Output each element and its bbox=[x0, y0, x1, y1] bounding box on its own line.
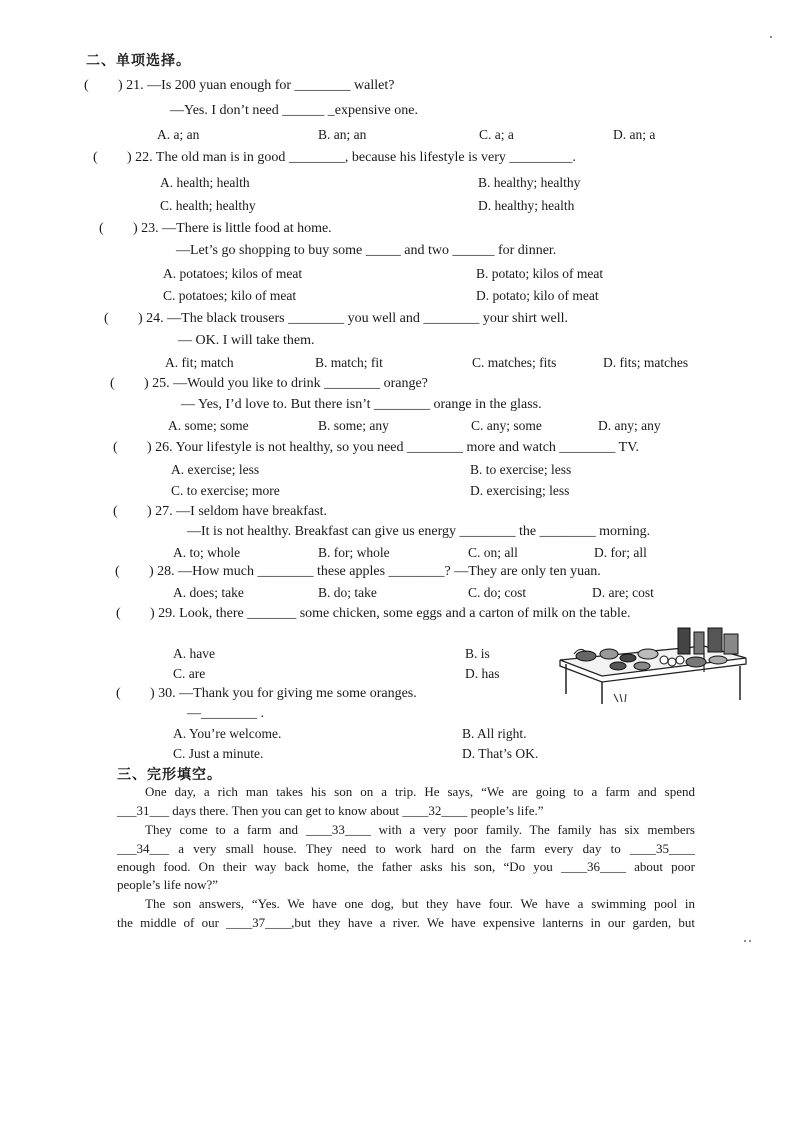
option-b: B. is bbox=[465, 646, 490, 661]
answer-paren-open: ( bbox=[115, 564, 120, 579]
option-d: D. for; all bbox=[594, 545, 647, 560]
answer-paren-close: ) bbox=[138, 311, 143, 326]
option-d: D. any; any bbox=[598, 418, 661, 433]
question-28 bbox=[115, 564, 601, 580]
question-25-line2: — Yes, I’d love to. But there isn’t ________ orange in the glass. bbox=[181, 397, 542, 412]
box-icon bbox=[724, 634, 738, 654]
answer-paren-close: ) bbox=[144, 376, 149, 391]
option-c: C. health; healthy bbox=[160, 198, 256, 213]
option-a: A. a; an bbox=[157, 127, 200, 142]
option-c: C. to exercise; more bbox=[171, 483, 280, 498]
option-b: B. for; whole bbox=[318, 545, 390, 560]
option-d: D. exercising; less bbox=[470, 483, 570, 498]
option-a: A. exercise; less bbox=[171, 462, 260, 477]
answer-paren-open: ( bbox=[93, 150, 98, 165]
option-b: B. some; any bbox=[318, 418, 389, 433]
food-icon bbox=[686, 657, 706, 667]
option-c: C. matches; fits bbox=[472, 355, 557, 370]
answer-paren-open: ( bbox=[110, 376, 115, 391]
option-b: B. to exercise; less bbox=[470, 462, 572, 477]
question-27 bbox=[113, 504, 327, 520]
food-icon bbox=[610, 662, 626, 670]
scan-speck bbox=[744, 940, 746, 942]
option-a: A. fit; match bbox=[165, 355, 234, 370]
food-icon bbox=[638, 649, 658, 659]
option-d: D. healthy; health bbox=[478, 198, 575, 213]
question-24-line2: — OK. I will take them. bbox=[178, 333, 315, 348]
option-c: C. Just a minute. bbox=[173, 746, 264, 761]
question-21 bbox=[84, 78, 394, 94]
option-b: B. an; an bbox=[318, 127, 367, 142]
option-a: A. some; some bbox=[168, 418, 249, 433]
egg-icon bbox=[660, 656, 668, 664]
question-text: —Is 200 yuan enough for ________ wallet? bbox=[147, 78, 395, 93]
question-text: —The black trousers ________ you well and ________ your shirt well. bbox=[167, 311, 569, 326]
answer-paren-close: ) bbox=[118, 78, 123, 93]
option-d: D. an; a bbox=[613, 127, 656, 142]
cloze-line: They come to a farm and ____33____ with a very poor family. The family has six members bbox=[145, 822, 695, 837]
food-icon bbox=[634, 662, 650, 670]
question-26 bbox=[113, 440, 639, 456]
question-text: —How much ________ these apples ________? —They are only ten yuan. bbox=[178, 564, 601, 579]
food-icon bbox=[620, 654, 636, 662]
option-c: C. on; all bbox=[468, 545, 518, 560]
question-number: 22. bbox=[135, 150, 153, 165]
question-text: —Would you like to drink ________ orange? bbox=[173, 376, 428, 391]
scan-speck bbox=[749, 940, 751, 942]
cloze-line: enough food. On their way back home, the father asks his son, “Do you ____36____ about poor bbox=[117, 859, 695, 874]
question-30-line2: —________ . bbox=[187, 706, 264, 721]
cloze-line: The son answers, “Yes. We have one dog, but they have four. We have a swimming pool in bbox=[145, 896, 695, 911]
section-title-choice: 二、单项选择。 bbox=[86, 53, 191, 69]
option-d: D. That’s OK. bbox=[462, 746, 539, 761]
option-b: B. match; fit bbox=[315, 355, 383, 370]
option-d: D. has bbox=[465, 666, 500, 681]
cloze-line: ___31___ days there. Then you can get to know about ____32____ people’s life.” bbox=[117, 803, 544, 818]
option-c: C. any; some bbox=[471, 418, 542, 433]
question-number: 27. bbox=[155, 504, 173, 519]
option-b: B. healthy; healthy bbox=[478, 175, 581, 190]
question-number: 26. bbox=[155, 440, 173, 455]
food-table-illustration bbox=[554, 624, 750, 706]
cloze-line: One day, a rich man takes his son on a trip. He says, “We are going to a farm and spend bbox=[145, 784, 695, 799]
answer-paren-open: ( bbox=[113, 440, 118, 455]
option-b: B. All right. bbox=[462, 726, 527, 741]
question-29 bbox=[116, 606, 631, 622]
answer-paren-close: ) bbox=[150, 606, 155, 621]
question-text: —I seldom have breakfast. bbox=[176, 504, 328, 519]
question-text: Look, there _______ some chicken, some eggs and a carton of milk on the table. bbox=[179, 606, 631, 621]
option-b: B. potato; kilos of meat bbox=[476, 266, 604, 281]
question-27-line2: —It is not healthy. Breakfast can give us energy ________ the ________ morning. bbox=[187, 524, 651, 539]
answer-paren-close: ) bbox=[133, 221, 138, 236]
question-number: 23. bbox=[141, 221, 159, 236]
answer-paren-close: ) bbox=[149, 564, 154, 579]
option-b: B. do; take bbox=[318, 585, 377, 600]
answer-paren-open: ( bbox=[113, 504, 118, 519]
answer-paren-open: ( bbox=[84, 78, 89, 93]
question-text: Your lifestyle is not healthy, so you need ________ more and watch ________ TV. bbox=[175, 440, 640, 455]
answer-paren-open: ( bbox=[104, 311, 109, 326]
question-text: —Thank you for giving me some oranges. bbox=[179, 686, 417, 701]
cloze-line: ___34___ a very small house. They need to work hard on the farm every day to ____35____ bbox=[117, 841, 695, 856]
table-shadow-marks bbox=[614, 694, 626, 702]
answer-paren-open: ( bbox=[116, 606, 121, 621]
answer-paren-open: ( bbox=[116, 686, 121, 701]
option-c: C. are bbox=[173, 666, 206, 681]
box-icon bbox=[708, 628, 722, 652]
question-number: 25. bbox=[152, 376, 170, 391]
question-23 bbox=[99, 221, 332, 237]
answer-paren-close: ) bbox=[147, 504, 152, 519]
question-number: 24. bbox=[146, 311, 164, 326]
answer-paren-close: ) bbox=[150, 686, 155, 701]
question-25 bbox=[110, 376, 428, 392]
option-a: A. potatoes; kilos of meat bbox=[163, 266, 303, 281]
question-text: —There is little food at home. bbox=[162, 221, 332, 236]
question-24 bbox=[104, 311, 568, 327]
option-d: D. are; cost bbox=[592, 585, 654, 600]
question-22 bbox=[93, 150, 576, 166]
option-d: D. potato; kilo of meat bbox=[476, 288, 599, 303]
section-title-cloze: 三、完形填空。 bbox=[117, 767, 222, 783]
option-c: C. do; cost bbox=[468, 585, 527, 600]
question-number: 29. bbox=[158, 606, 176, 621]
scan-speck bbox=[770, 36, 772, 38]
option-c: C. a; a bbox=[479, 127, 514, 142]
option-a: A. health; health bbox=[160, 175, 250, 190]
cloze-line: people’s life now?” bbox=[117, 877, 219, 892]
plate-icon bbox=[600, 649, 618, 659]
option-a: A. does; take bbox=[173, 585, 244, 600]
milk-carton-icon bbox=[678, 628, 690, 654]
egg-icon bbox=[676, 656, 684, 664]
bottle-icon bbox=[694, 632, 704, 654]
option-a: A. You’re welcome. bbox=[173, 726, 282, 741]
question-23-line2: —Let’s go shopping to buy some _____ and two ______ for dinner. bbox=[176, 243, 557, 258]
cloze-line: the middle of our ____37____,but they have a river. We have expensive lanterns in our garden, but bbox=[117, 915, 695, 930]
option-a: A. have bbox=[173, 646, 215, 661]
option-a: A. to; whole bbox=[173, 545, 241, 560]
egg-icon bbox=[668, 658, 676, 666]
question-number: 30. bbox=[158, 686, 176, 701]
question-21-line2: —Yes. I don’t need ______ _expensive one. bbox=[170, 103, 418, 118]
answer-paren-close: ) bbox=[147, 440, 152, 455]
question-text: The old man is in good ________, because his lifestyle is very _________. bbox=[155, 150, 576, 165]
answer-paren-open: ( bbox=[99, 221, 104, 236]
chicken-icon bbox=[576, 651, 596, 661]
question-number: 21. bbox=[126, 78, 144, 93]
question-number: 28. bbox=[157, 564, 175, 579]
option-d: D. fits; matches bbox=[603, 355, 689, 370]
food-icon bbox=[709, 656, 727, 664]
option-c: C. potatoes; kilo of meat bbox=[163, 288, 297, 303]
answer-paren-close: ) bbox=[127, 150, 132, 165]
question-30 bbox=[116, 686, 417, 702]
